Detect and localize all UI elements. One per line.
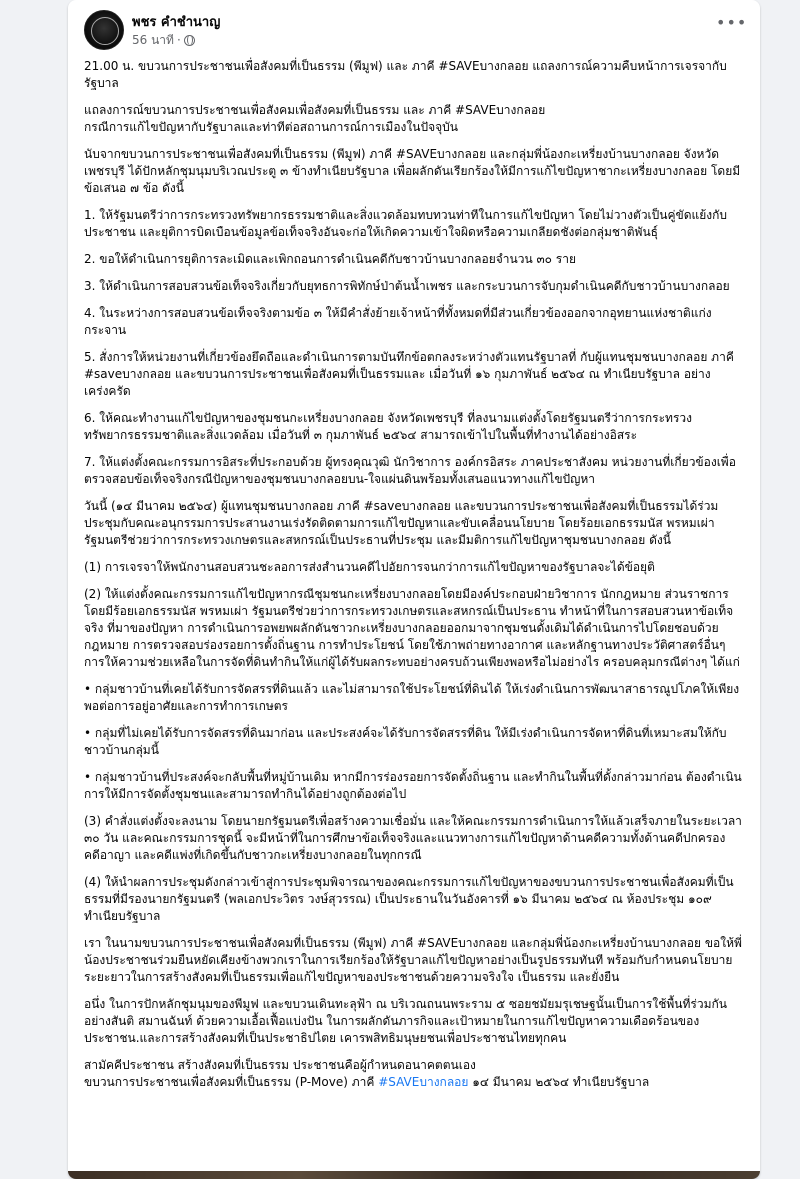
post-paragraph: 7. ให้แต่งตั้งคณะกรรมการอิสระที่ประกอบด้วย ผู้ทรงคุณวุฒิ นักวิชาการ องค์กรอิสระ ภาคประชาสังคม หน่วยงานที่เกี่ยวข้องเพื่อตรวจสอบข้อเท็จจริงกรณีปัญหาของชุมชนบางกลอยบน-ใจแผ่นดินพร้อมทั้งเสนอแนวทางแก้ไขปัญหา <box>84 455 736 486</box>
post-paragraph: วันนี้ (๑๔ มีนาคม ๒๕๖๔) ผู้แทนชุมชนบางกลอย ภาคี #saveบางกลอย และขบวนการประชาชนเพื่อสังคมที่เป็นธรรมได้ร่วมประชุมกับคณะอนุกรรมการประสานงานเร่งรัดติดตามการแก้ไขปัญหาและขับเคลื่อนนโยบาย โดยร้อยเอกธรรมนัส พรหมเผ่า รัฐมนตรีช่วยว่าการกระทรวงเกษตรและสหกรณ์เป็นประธานที่ประชุม และมีมติการแก้ไขปัญหาชุมชนบางกลอย ดังนี้ <box>84 499 719 547</box>
signature-suffix: ๑๔ มีนาคม ๒๕๖๔ ทำเนียบรัฐบาล <box>468 1075 650 1089</box>
closing-line: สามัคคีประชาชน สร้างสังคมที่เป็นธรรม ประชาชนคือผู้กำหนดอนาคตตนเอง <box>84 1058 476 1072</box>
author-name[interactable]: พชร คำชำนาญ <box>132 15 221 30</box>
post-paragraph: (3) คำสั่งแต่งตั้งจะลงนาม โดยนายกรัฐมนตรีเพื่อสร้างความเชื่อมั่น และให้คณะกรรมการดำเนินการให้แล้วเสร็จภายในระยะเวลา ๓๐ วัน และคณะกรรมการชุดนี้ จะมีหน้าที่ในการศึกษาข้อเท็จจริงและแนวทางการแก้ไขปัญหาด้านคดีความทั้งด้านคดีปกครอง คดีอาญา และคดีแพ่งที่เกิดขึ้นกับชาวกะเหรี่ยงบางกลอยในทุกกรณี <box>84 814 742 862</box>
post-paragraph: 2. ขอให้ดำเนินการยุติการละเมิดและเพิกถอนการดำเนินคดีกับชาวบ้านบางกลอยจำนวน ๓๐ ราย <box>84 252 577 266</box>
signature-line <box>84 1074 744 1091</box>
post-paragraph: (2) ให้แต่งตั้งคณะกรรมการแก้ไขปัญหากรณีชุมชนกะเหรี่ยงบางกลอยโดยมีองค์ประกอบฝ่ายวิชาการ นักกฎหมาย ส่วนราชการ โดยมีร้อยเอกธรรมนัส พรหมเผ่า รัฐมนตรีช่วยว่าการกระทรวงเกษตรและสหกรณ์เป็นประธาน ทำหน้าที่ในการสอบสวนหาข้อเท็จจริง ที่มาของปัญหา การดำเนินการอพยพผลักดันชาวกะเหรี่ยงบางกลอยออกมาจากชุมชนดั้งเดิมได้ดำเนินการไปโดยชอบด้วยกฎหมาย การตรวจสอบร่องรอยการตั้งถิ่นฐาน การทำประโยชน์ โดยใช้ภาพถ่ายทางอากาศ และหลักฐานทางประวัติศาสตร์อื่นๆ การให้ความช่วยเหลือในการจัดที่ดินทำกินให้แก่ผู้ได้รับผลกระทบอย่างครบถ้วนเพียงพอหรือไม่อย่างไร ครอบคลุมกรณีต่างๆ ได้แก่ <box>84 587 740 669</box>
avatar-emblem-icon <box>91 17 119 45</box>
signature-prefix: ขบวนการประชาชนเพื่อสังคมที่เป็นธรรม (P-Move) ภาคี <box>84 1075 379 1089</box>
post-paragraph: (1) การเจรจาให้พนักงานสอบสวนชะลอการส่งสำนวนคดีไปอัยการจนกว่าการแก้ไขปัญหาของรัฐบาลจะได้ข้อยุติ <box>84 560 655 574</box>
post-paragraph: 21.00 น. ขบวนการประชาชนเพื่อสังคมที่เป็นธรรม (พีมูฟ) และ ภาคี #SAVEบางกลอย แถลงการณ์ความคืบหน้าการเจรจากับรัฐบาล <box>84 59 727 90</box>
post-paragraph: • กลุ่มชาวบ้านที่เคยได้รับการจัดสรรที่ดินแล้ว และไม่สามารถใช้ประโยชน์ที่ดินได้ ให้เร่งดำเนินการพัฒนาสาธารณูปโภคให้เพียงพอต่อการอยู่อาศัยและการทำการเกษตร <box>84 682 740 713</box>
post-header <box>84 10 748 50</box>
closing-block <box>84 1057 744 1091</box>
post-time[interactable]: 56 นาที <box>132 33 174 47</box>
post-paragraph: 3. ให้ดำเนินการสอบสวนข้อเท็จจริงเกี่ยวกับยุทธการพิทักษ์ป่าต้นน้ำเพชร และกระบวนการจับกุมดำเนินคดีกับชาวบ้านบางกลอย <box>84 279 730 293</box>
post-paragraph: 1. ให้รัฐมนตรีว่าการกระทรวงทรัพยากรธรรมชาติและสิ่งแวดล้อมทบทวนท่าทีในการแก้ไขปัญหา โดยไม่วางตัวเป็นคู่ขัดแย้งกับประชาชน และยุติการบิดเบือนข้อมูลข้อเท็จจริงอันจะก่อให้เกิดความเข้าใจผิดหรือความเกลียดชังต่อกลุ่มชาติพันธุ์ <box>84 208 728 239</box>
post-meta: 56 นาที · <box>132 31 195 50</box>
post-paragraph: 4. ในระหว่างการสอบสวนข้อเท็จจริงตามข้อ ๓ ให้มีคำสั่งย้ายเจ้าหน้าที่ทั้งหมดที่มีส่วนเกี่ยวข้องออกจากอุทยานแห่งชาติแก่งกระจาน <box>84 306 712 337</box>
post-card <box>68 0 760 1179</box>
author-avatar[interactable] <box>84 10 124 50</box>
hashtag-link[interactable]: #SAVEบางกลอย <box>378 1075 469 1089</box>
post-paragraph: • กลุ่มชาวบ้านที่ประสงค์จะกลับพื้นที่หมู่บ้านเดิม หากมีการร่องรอยการจัดตั้งถิ่นฐาน และทำกินในพื้นที่ดั้งกล่าวมาก่อน ต้องดำเนินการให้มีการจัดตั้งชุมชนและสามารถทำกินได้อย่างถูกต้องต่อไป <box>84 770 742 801</box>
attached-photo-strip[interactable] <box>68 1171 760 1179</box>
post-paragraph: • กลุ่มที่ไม่เคยได้รับการจัดสรรที่ดินมาก่อน และประสงค์จะได้รับการจัดสรรที่ดิน ให้มีเร่งดำเนินการจัดหาที่ดินที่เหมาะสมให้กับชาวบ้านกลุ่มนี้ <box>84 726 727 757</box>
post-paragraph: อนึ่ง ในการปักหลักชุมนุมของพีมูฟ และขบวนเดินทะลุฟ้า ณ บริเวณถนนพระราม ๕ ซอยชมัยมรุเชษฐนั้นเป็นการใช้พื้นที่ร่วมกันอย่างสันติ สมานฉันท์ ด้วยความเอื้อเฟื้อแบ่งปัน ในการผลักดันภารกิจและเป้าหมายในการแก้ไขปัญหาความเดือดร้อนของประชาชน.และการสร้างสังคมที่เป็นประชาธิปไตย เคารพสิทธิมนุษยชนเพื่อประชาชนไทยทุกคน <box>84 997 727 1045</box>
post-paragraph: (4) ให้นำผลการประชุมดังกล่าวเข้าสู่การประชุมพิจารณาของคณะกรรมการแก้ไขปัญหาของขบวนการประชาชนเพื่อสังคมที่เป็นธรรมที่มีรองนายกรัฐมนตรี (พลเอกประวิตร วงษ์สุวรรณ) เป็นประธานในวันอังคารที่ ๑๖ มีนาคม ๒๕๖๔ ณ ห้องประชุม ๑๐๙ ทำเนียบรัฐบาล <box>84 875 734 923</box>
post-paragraph: แถลงการณ์ขบวนการประชาชนเพื่อสังคมเพื่อสังคมที่เป็นธรรม และ ภาคี #SAVEบางกลอย กรณีการแก้ไขปัญหากับรัฐบาลและท่าทีต่อสถานการณ์การเมืองในปัจจุบัน <box>84 103 546 134</box>
post-paragraph: นับจากขบวนการประชาชนเพื่อสังคมที่เป็นธรรม (พีมูฟ) ภาคี #SAVEบางกลอย และกลุ่มพี่น้องกะเหรี่ยงบ้านบางกลอย จังหวัดเพชรบุรี ได้ปักหลักชุมนุมบริเวณประตู ๓ ข้างทำเนียบรัฐบาล เพื่อผลักดันเรียกร้องให้มีการแก้ไขปัญหาชากะเหรี่ยงบางกลอย โดยมีข้อเสนอ ๗ ข้อ ดังนี้ <box>84 147 741 195</box>
post-paragraph: 6. ให้คณะทำงานแก้ไขปัญหาของชุมชนกะเหรี่ยงบางกลอย จังหวัดเพชรบุรี ที่ลงนามแต่งตั้งโดยรัฐมนตรีว่าการกระทรวงทรัพยากรธรรมชาติและสิ่งแวดล้อม เมื่อวันที่ ๓ กุมภาพันธ์ ๒๕๖๔ สามารถเข้าไปในพื้นที่ทำงานได้อย่างอิสระ <box>84 411 692 442</box>
globe-icon[interactable] <box>184 35 195 46</box>
more-options-button[interactable] <box>716 13 748 34</box>
post-paragraph: 5. สั่งการให้หน่วยงานที่เกี่ยวข้องยึดถือและดำเนินการตามบันทึกข้อตกลงระหว่างตัวแทนรัฐบาลที่ กับผู้แทนชุมชนบางกลอย ภาคี #saveบางกลอย และขบวนการประชาชนเพื่อสังคมที่เป็นธรรมและ เมื่อวันที่ ๑๖ กุมภาพันธ์ ๒๕๖๔ ณ ทำเนียบรัฐบาล อย่างเคร่งครัด <box>84 350 734 398</box>
post-paragraph: เรา ในนามขบวนการประชาชนเพื่อสังคมที่เป็นธรรม (พีมูฟ) ภาคี #SAVEบางกลอย และกลุ่มพี่น้องกะเหรี่ยงบ้านบางกลอย ขอให้พี่น้องประชาชนร่วมยืนหยัดเคียงข้างพวกเราในการเรียกร้องให้รัฐบาลแก้ไขปัญหาอย่างเป็นรูปธรรมทันที พร้อมกับกำหนดนโยบายระยะยาวในการสร้างสังคมที่เป็นธรรมเพื่อแก้ไขปัญหาของประชาชนด้วยความจริงใจ เป็นธรรม และยั่งยืน <box>84 936 742 984</box>
post-body <box>84 58 744 1091</box>
more-options-icon: ••• <box>716 13 748 32</box>
